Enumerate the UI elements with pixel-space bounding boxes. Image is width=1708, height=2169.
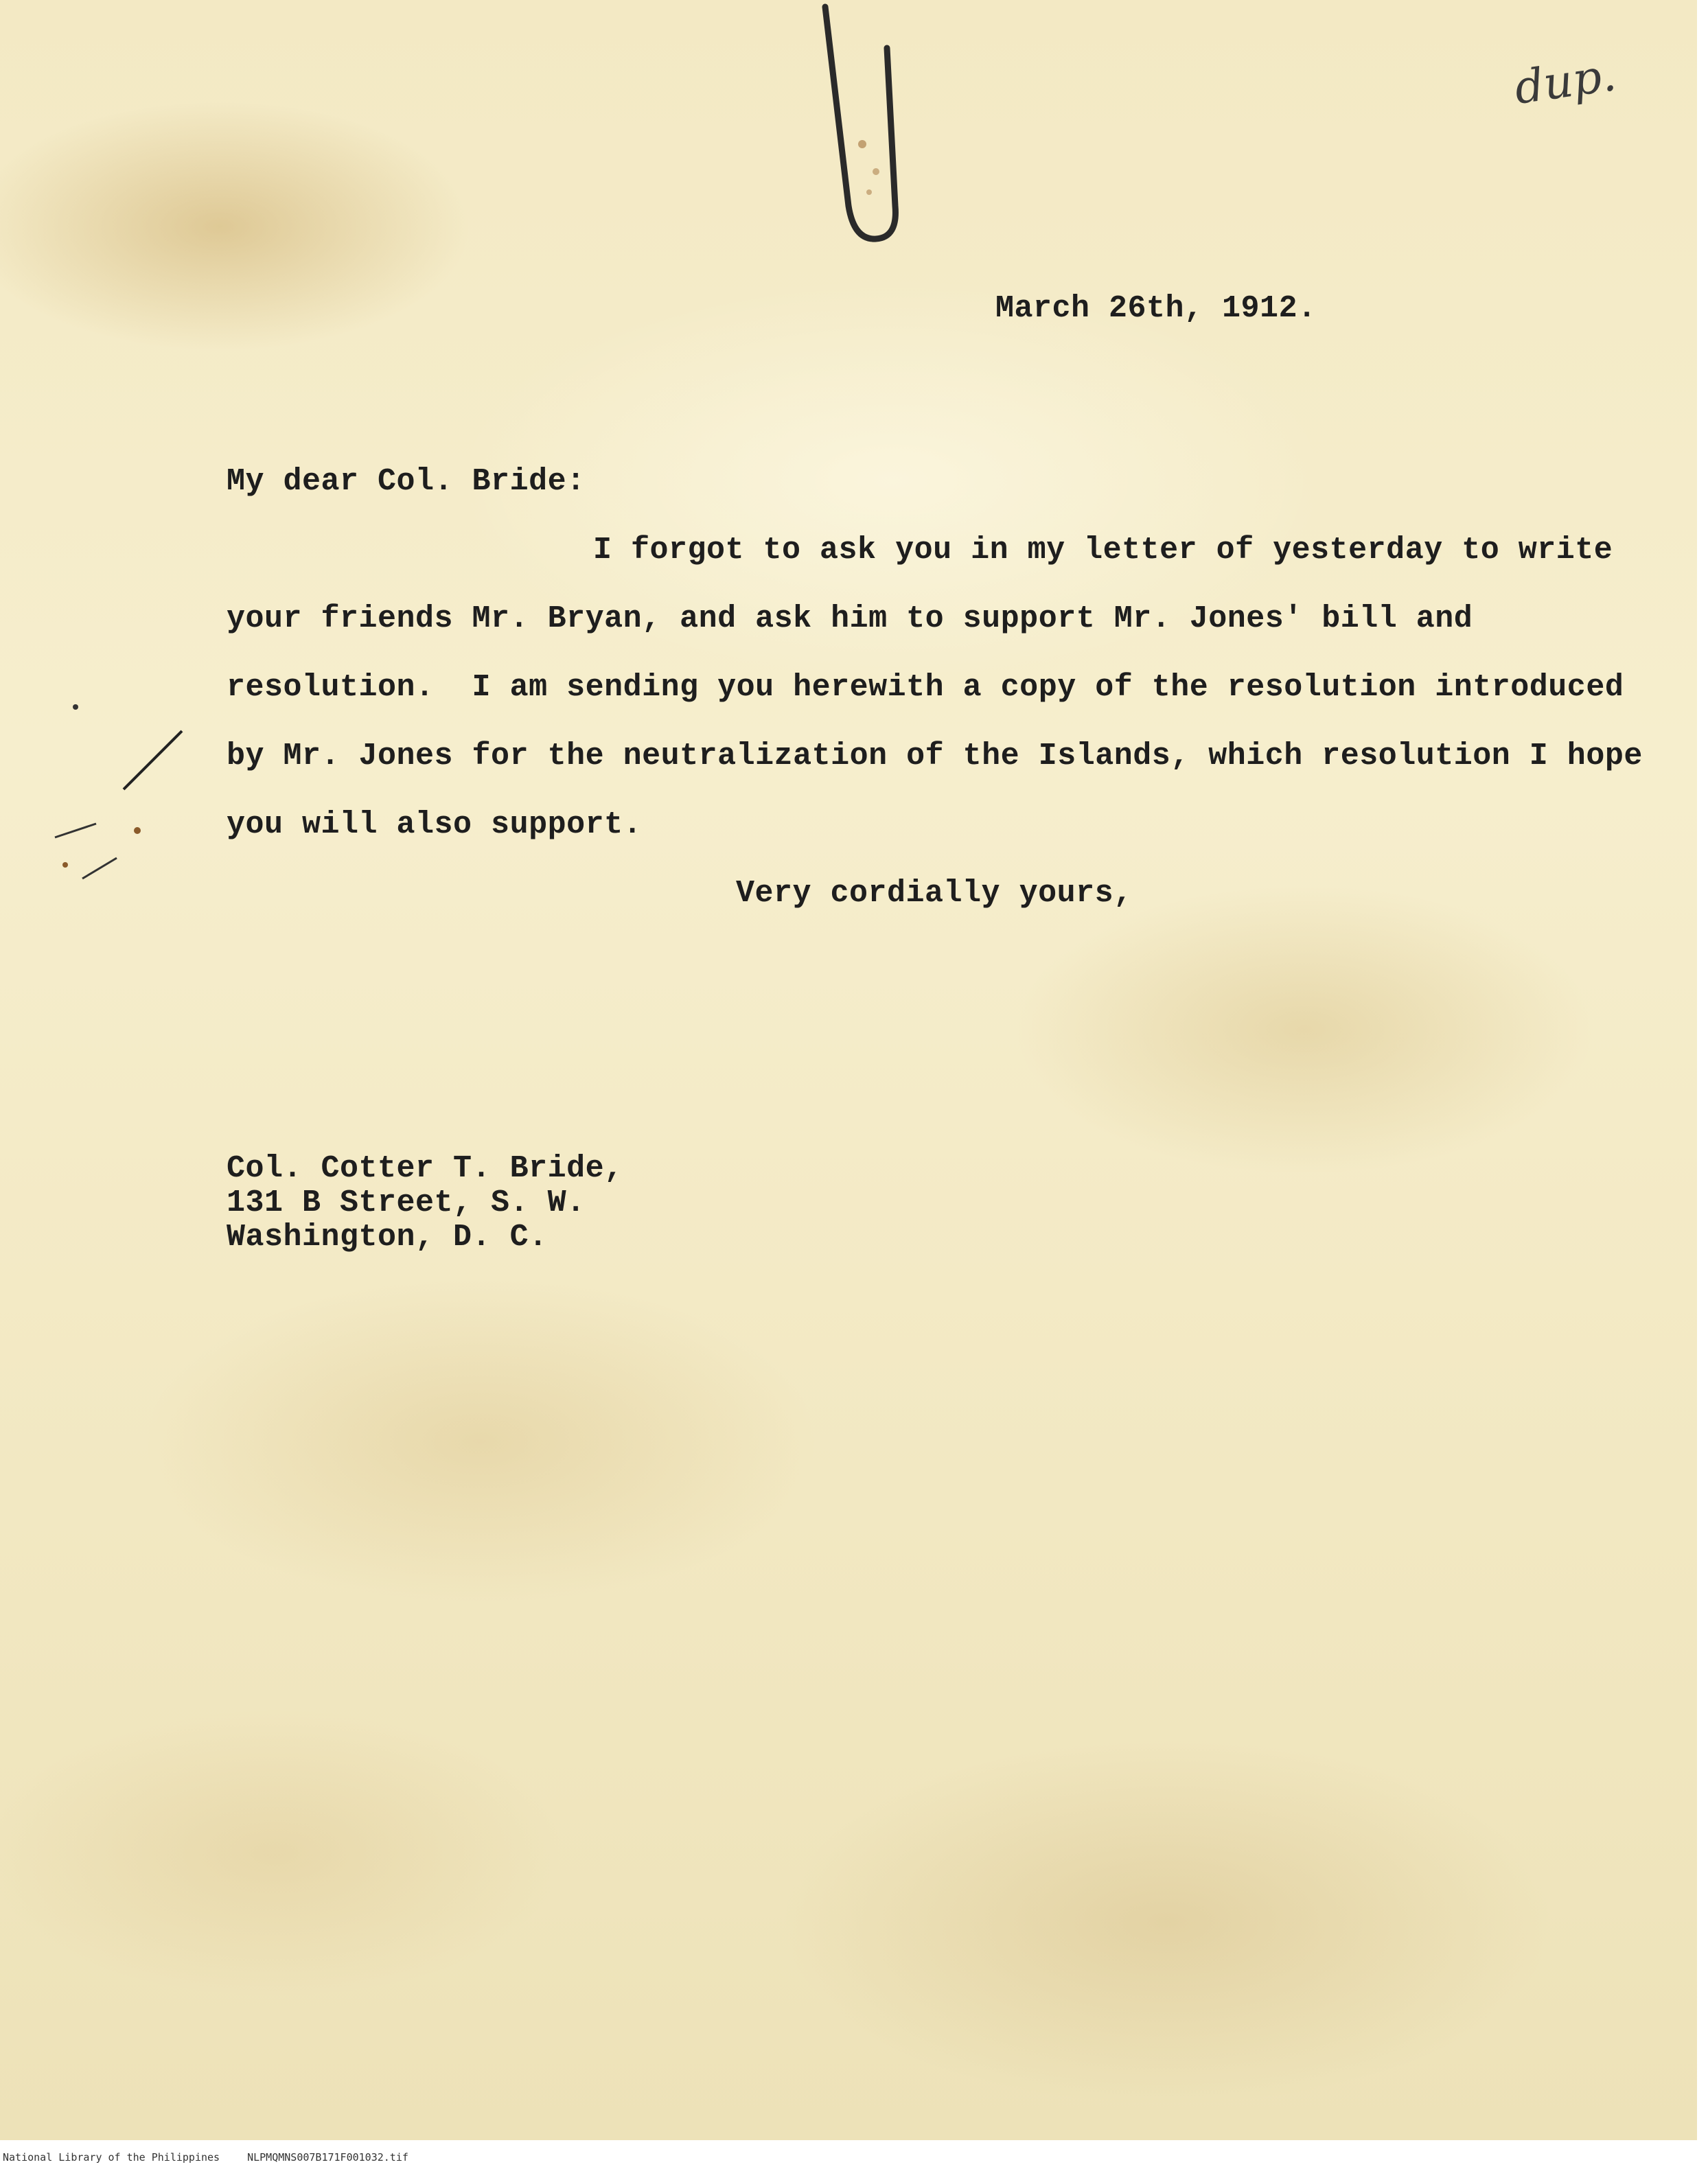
address-line: Col. Cotter T. Bride, [227, 1151, 623, 1186]
address-line: 131 B Street, S. W. [227, 1185, 586, 1220]
body-line: your friends Mr. Bryan, and ask him to support Mr. Jones' bill and [227, 601, 1473, 636]
body-line: by Mr. Jones for the neutralization of the Islands, which resolution I hope [227, 739, 1643, 774]
paper-clip-mark [821, 0, 931, 261]
archive-name: National Library of the Philippines [3, 2151, 220, 2164]
closing: Very cordially yours, [736, 876, 1133, 911]
salutation: My dear Col. Bride: [227, 464, 586, 499]
address-line: Washington, D. C. [227, 1220, 548, 1255]
body-line: you will also support. [227, 807, 643, 842]
body-line: I forgot to ask you in my letter of yesterday to write [593, 533, 1613, 568]
letter-date: March 26th, 1912. [995, 291, 1317, 326]
scan-footer [3, 2151, 436, 2164]
file-name: NLPMQMNS007B171F001032.tif [247, 2151, 408, 2164]
body-line: resolution. I am sending you herewith a copy of the resolution introduced [227, 670, 1624, 705]
handwritten-note: dup. [1511, 48, 1619, 115]
